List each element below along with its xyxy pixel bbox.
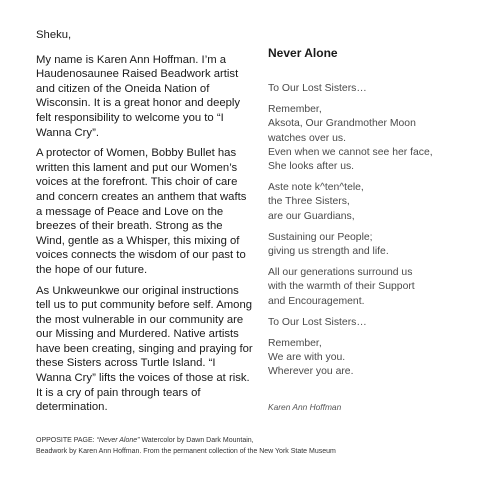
poem-line: Aste note k^ten^tele, <box>268 182 364 194</box>
poem-line: We are with you. <box>268 352 346 364</box>
poem-line: Even when we cannot see her face, <box>268 146 433 158</box>
poem-line: To Our Lost Sisters… <box>268 316 367 328</box>
poem-line: with the warmth of their Support <box>268 281 415 293</box>
poem-line: Remember, <box>268 104 322 116</box>
caption-prefix: OPPOSITE PAGE: <box>36 437 97 444</box>
poem-line: She looks after us. <box>268 161 355 173</box>
poem-stanza <box>268 82 458 96</box>
letter-salutation: Sheku, <box>36 29 72 41</box>
poem-stanza <box>268 316 458 330</box>
poem-line: Wherever you are. <box>268 366 354 378</box>
poem-stanza <box>268 266 458 309</box>
figure-caption <box>36 436 456 457</box>
poem-line: Aksota, Our Grandmother Moon <box>268 118 416 130</box>
poem-stanza <box>268 103 458 174</box>
poem-stanza <box>268 337 458 380</box>
poem-line: watches over us. <box>268 132 346 144</box>
letter-paragraph: My name is Karen Ann Hoffman. I’m a Haudenosaunee Raised Beadwork artist and citizen of the Oneida Nation of Wisconsin. It is a great honor and deeply felt responsibility to welcome you to “I Wanna Cry”. <box>36 53 241 139</box>
letter-column <box>36 28 254 421</box>
poem-column <box>268 46 458 414</box>
poem-line: To Our Lost Sisters… <box>268 83 367 94</box>
poem-signature: Karen Ann Hoffman <box>268 401 342 412</box>
poem-line: Remember, <box>268 338 322 350</box>
poem-stanza <box>268 181 458 224</box>
poem-line: and Encouragement. <box>268 295 365 307</box>
poem-stanzas <box>268 82 458 380</box>
letter-paragraph: As Unkweunkwe our original instructions tell us to put community before self. Among the most vulnerable in our community are our Missing and Murdered. Native artists have been creating, singing and praying for these Sisters across Turtle Island. “I Wanna Cry” lifts the voices of those at risk. It is a cry of pain through tears of determination. <box>36 284 253 414</box>
poem-title: Never Alone <box>268 46 338 60</box>
caption-artwork-title: “Never Alone” <box>96 437 140 444</box>
poem-line: Sustaining our People; <box>268 231 373 243</box>
caption-line1: Watercolor by Dawn Dark Mountain, <box>139 437 254 444</box>
caption-line2: Beadwork by Karen Ann Hoffman. From the permanent collection of the New York State Museum <box>36 447 336 455</box>
poem-line: All our generations surround us <box>268 267 413 279</box>
poem-line: the Three Sisters, <box>268 196 350 208</box>
poem-line: are our Guardians, <box>268 210 355 222</box>
poem-stanza <box>268 231 458 259</box>
poem-line: giving us strength and life. <box>268 246 389 258</box>
letter-paragraph: A protector of Women, Bobby Bullet has written this lament and put our Women’s voices at the forefront. This choir of care and concern creates an anthem that wafts a message of Peace and Love on the breezes of their breath. Strong as the Wind, gentle as a Whisper, this mixing of voices connects the wisdom of our past to the hope of our future. <box>36 147 247 276</box>
